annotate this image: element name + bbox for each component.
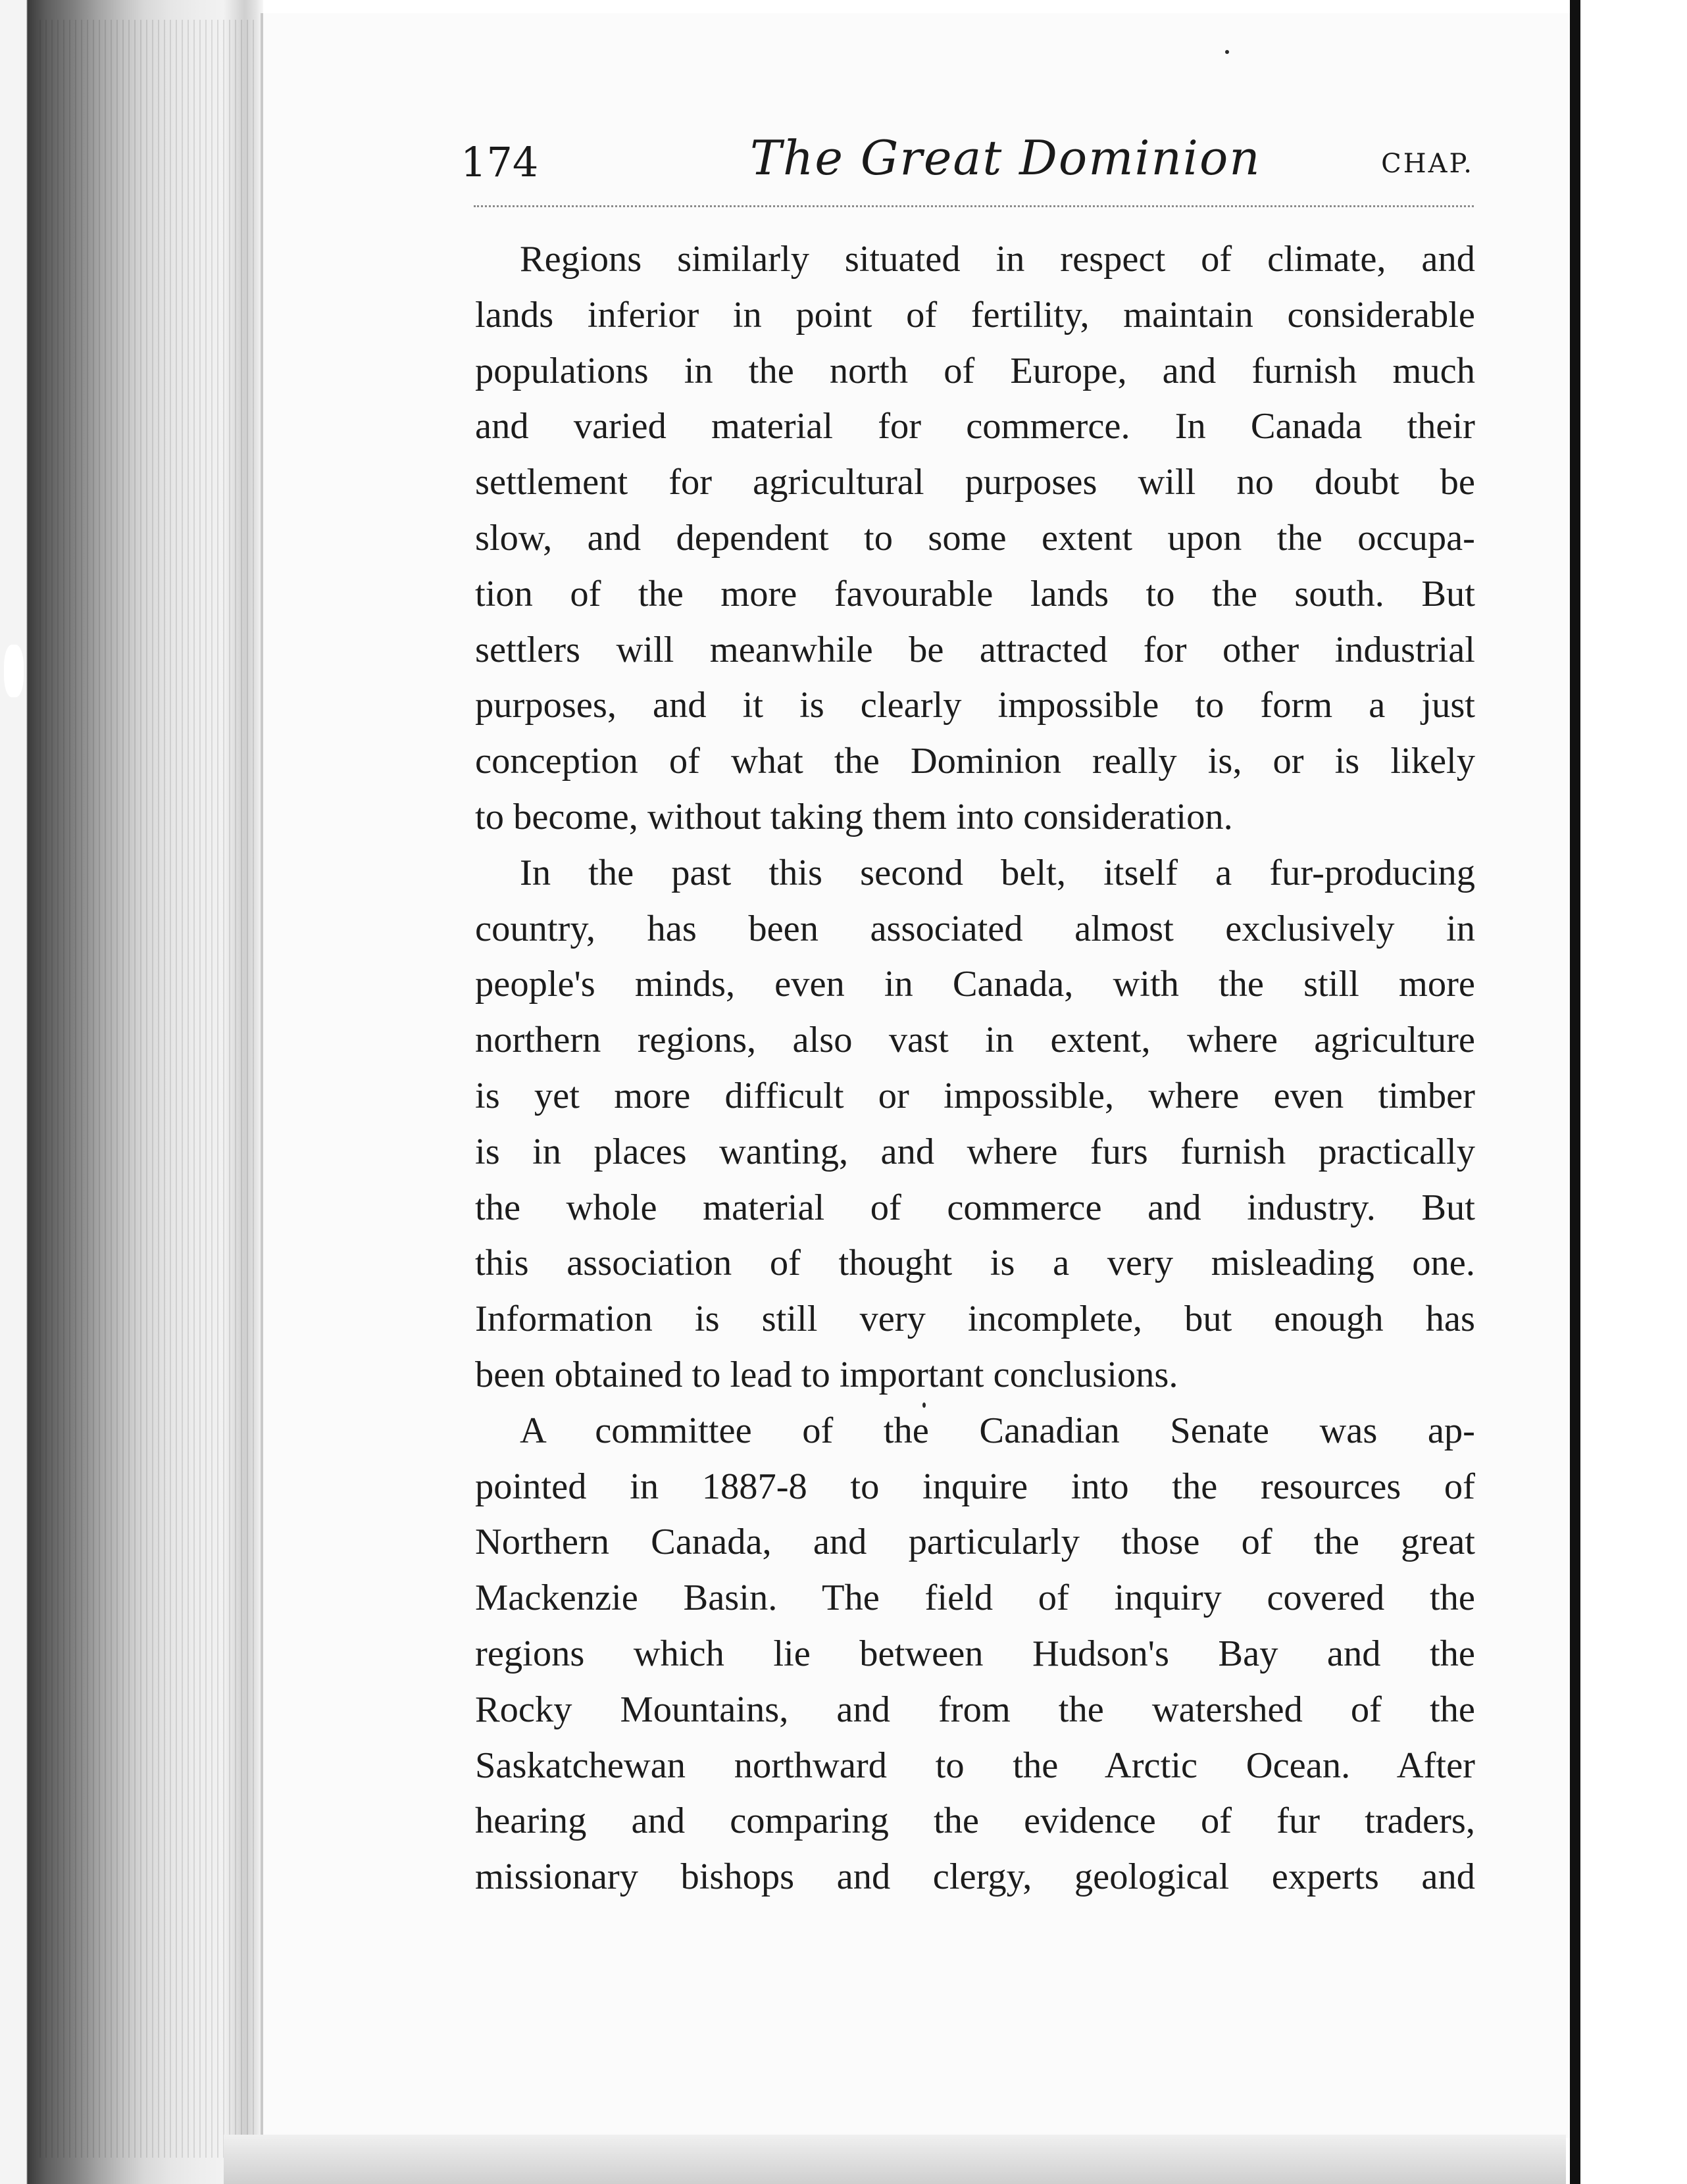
paragraph-2 <box>475 845 1475 1403</box>
page-number: 174 <box>461 138 539 186</box>
text-line: is in places wanting, and where furs furnish practically <box>475 1131 1475 1172</box>
text-line: missionary bishops and clergy, geological experts and <box>475 1856 1475 1898</box>
text-line: lands inferior in point of fertility, maintain considerable <box>475 294 1475 335</box>
paragraph-3 <box>475 1403 1475 1905</box>
text-line: conception of what the Dominion really is, or is likely <box>475 741 1475 782</box>
text-line: Saskatchewan northward to the Arctic Ocean. After <box>475 1745 1475 1786</box>
header-rule <box>474 205 1474 207</box>
text-line: tion of the more favourable lands to the south. But <box>475 573 1475 614</box>
running-head <box>461 125 1480 191</box>
text-line: settlers will meanwhile be attracted for other industrial <box>475 629 1475 670</box>
text-line: country, has been associated almost exclusively in <box>475 908 1475 949</box>
text-line: Information is still very incomplete, but enough has <box>475 1299 1475 1340</box>
bottom-page-shadow <box>224 2135 1566 2184</box>
text-line: this association of thought is a very misleading one. <box>475 1243 1475 1284</box>
text-line: to become, without taking them into consideration. <box>475 796 1233 837</box>
text-line: Regions similarly situated in respect of climate, and <box>520 239 1475 280</box>
book-binding-edge <box>0 0 263 2184</box>
text-line: settlement for agricultural purposes will no doubt be <box>475 462 1475 503</box>
ink-speck <box>1225 50 1229 54</box>
text-line: hearing and comparing the evidence of fur traders, <box>475 1800 1475 1842</box>
right-gutter-edge <box>1570 0 1580 2184</box>
adjacent-page-sliver <box>1580 0 1687 2184</box>
text-line: slow, and dependent to some extent upon the occupa- <box>475 517 1475 558</box>
text-line: and varied material for commerce. In Canada their <box>475 406 1475 447</box>
text-line: purposes, and it is clearly impossible to form a just <box>475 685 1475 726</box>
text-line: the whole material of commerce and industry. But <box>475 1187 1475 1228</box>
text-line: regions which lie between Hudson's Bay and the <box>475 1633 1475 1674</box>
text-line: northern regions, also vast in extent, where agriculture <box>475 1020 1475 1061</box>
text-line: been obtained to lead to important conclusions. <box>475 1354 1178 1395</box>
page-edges-texture <box>39 20 257 2158</box>
text-line: Mackenzie Basin. The field of inquiry covered the <box>475 1577 1475 1619</box>
text-line: Rocky Mountains, and from the watershed of the <box>475 1689 1475 1730</box>
text-line: Northern Canada, and particularly those of the great <box>475 1522 1475 1563</box>
paragraph-1 <box>475 232 1475 845</box>
body-text <box>475 232 1475 1905</box>
text-line: people's minds, even in Canada, with the still more <box>475 964 1475 1005</box>
text-line: In the past this second belt, itself a fur-producing <box>520 852 1475 893</box>
text-line: is yet more difficult or impossible, where even timber <box>475 1075 1475 1116</box>
text-line: pointed in 1887-8 to inquire into the resources of <box>475 1466 1475 1507</box>
text-line: A committee of the Canadian Senate was ap- <box>520 1410 1475 1451</box>
text-line: populations in the north of Europe, and furnish much <box>475 350 1475 391</box>
binding-tear-mark <box>4 645 24 697</box>
book-title: The Great Dominion <box>750 130 1261 186</box>
chapter-label: CHAP. <box>1381 149 1474 179</box>
